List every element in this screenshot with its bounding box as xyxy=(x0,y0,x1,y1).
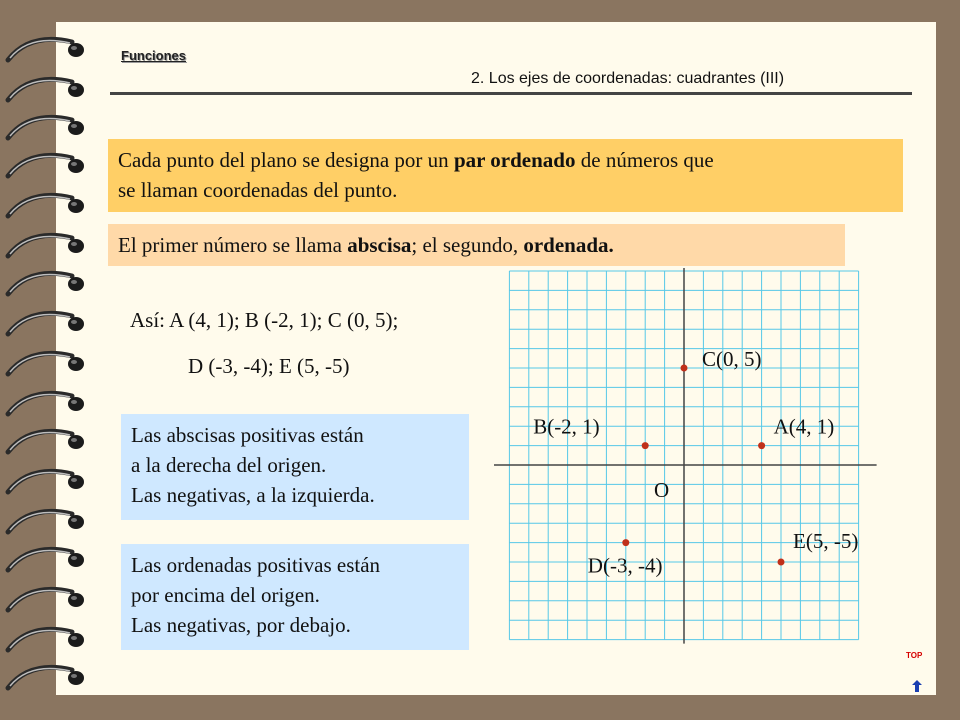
examples-line-2: D (-3, -4); E (5, -5) xyxy=(188,354,350,378)
binding-ring xyxy=(0,540,100,580)
abscissa-note-line-2: a la derecha del origen. xyxy=(131,453,327,477)
intro-line-2: se llaman coordenadas del punto. xyxy=(118,178,398,202)
section-link[interactable]: Funciones xyxy=(121,48,187,63)
binding-ring xyxy=(0,304,100,344)
point-d xyxy=(622,539,629,546)
abscissa-note-line-1: Las abscisas positivas están xyxy=(131,423,364,447)
point-label-a: A(4, 1) xyxy=(773,414,835,439)
point-a xyxy=(758,442,765,449)
page-subtitle: 2. Los ejes de coordenadas: cuadrantes (III) xyxy=(471,70,785,87)
binding-ring xyxy=(0,344,100,384)
ordinate-note-line-2: por encima del origen. xyxy=(131,583,320,607)
binding-ring xyxy=(0,146,100,186)
intro-line-1 xyxy=(118,145,893,175)
up-arrow-icon[interactable] xyxy=(912,680,922,692)
point-label-c: C(0, 5) xyxy=(702,347,762,371)
binding-ring xyxy=(0,264,100,304)
point-label-d: D(-3, -4) xyxy=(587,553,663,578)
point-b xyxy=(642,442,649,449)
ordinate-note xyxy=(121,544,469,650)
binding-ring xyxy=(0,658,100,698)
definition-box xyxy=(108,224,845,266)
intro-text: Cada punto del plano se designa por un xyxy=(118,148,454,172)
binding-ring xyxy=(0,580,100,620)
abscissa-note-line-3: Las negativas, a la izquierda. xyxy=(131,483,375,507)
coordinate-plane xyxy=(494,268,894,658)
binding-ring xyxy=(0,108,100,148)
ordinate-note-line-1: Las ordenadas positivas están xyxy=(131,553,381,577)
binding-ring xyxy=(0,620,100,660)
abscissa-note xyxy=(121,414,469,520)
binding-ring xyxy=(0,462,100,502)
intro-bold-term: par ordenado xyxy=(453,148,576,172)
abscisa-term: abscisa xyxy=(347,233,412,257)
intro-box xyxy=(108,139,903,212)
ordinate-note-line-3: Las negativas, por debajo. xyxy=(131,613,351,637)
top-link[interactable]: TOP xyxy=(906,651,923,660)
binding-ring xyxy=(0,384,100,424)
binding-ring xyxy=(0,226,100,266)
point-label-b: B(-2, 1) xyxy=(533,414,600,439)
ordenada-term: ordenada. xyxy=(523,233,614,257)
point-c xyxy=(681,365,688,372)
intro-text-end: de números que xyxy=(575,148,714,172)
binding-ring xyxy=(0,502,100,542)
point-label-e: E(5, -5) xyxy=(793,529,859,553)
point-e xyxy=(778,559,785,566)
binding-ring xyxy=(0,70,100,110)
definition-text-mid: ; el segundo, xyxy=(411,233,524,257)
binding-ring xyxy=(0,422,100,462)
definition-text: El primer número se llama xyxy=(118,233,348,257)
origin-label: O xyxy=(654,478,670,502)
binding-ring xyxy=(0,30,100,70)
binding-ring xyxy=(0,186,100,226)
header-divider xyxy=(110,92,912,95)
examples-line-1: Así: A (4, 1); B (-2, 1); C (0, 5); xyxy=(130,308,399,332)
